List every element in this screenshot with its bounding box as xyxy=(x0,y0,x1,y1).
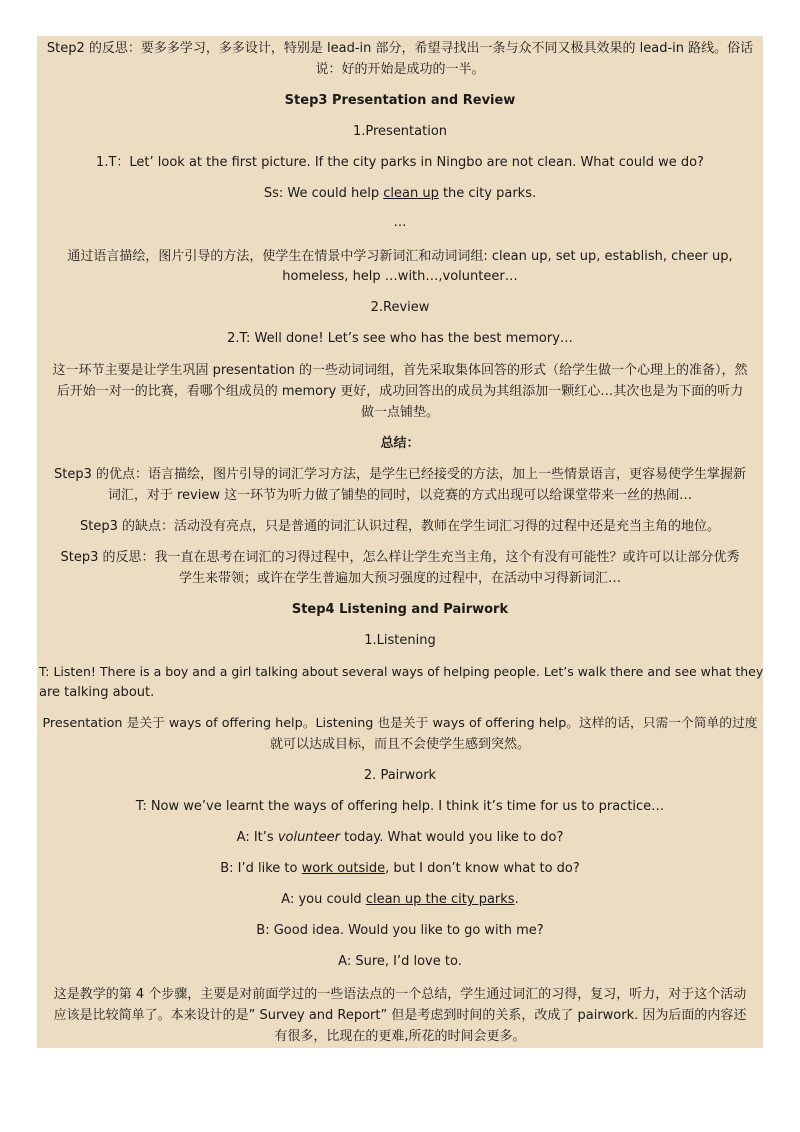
review-subheading: 2.Review xyxy=(370,300,430,315)
step4-desc-line1: 这是教学的第 4 个步骤，主要是对前面学过的一些语法点的一个总结，学生通过词汇的习得，复习，听力，对于这个活动 xyxy=(53,987,747,1002)
dialogue-b2: B: Good idea. Would you like to go with me? xyxy=(256,923,544,938)
students-answer-line: Ss: We could help clean up the city parks. xyxy=(263,186,537,201)
step2-reflection-line2: 说：好的开始是成功的一半。 xyxy=(315,62,485,77)
step3-strengths-line2: 词汇，对于 review 这一环节为听力做了铺垫的同时，以竞赛的方式出现可以给课堂带来一丝的热闹… xyxy=(107,488,693,503)
step3-reflection-line2: 学生来带领；或许在学生普遍加大预习强度的过程中，在活动中习得新词汇… xyxy=(178,571,621,586)
step3-strengths-line1: Step3 的优点：语言描绘，图片引导的词汇学习方法，是学生已经接受的方法，加上一些情景语言，更容易使学生掌握新 xyxy=(53,467,746,482)
step4-heading: Step4 Listening and Pairwork xyxy=(291,602,509,617)
review-desc-line3: 做一点铺垫。 xyxy=(360,405,439,420)
step2-reflection-line1: Step2 的反思：要多多学习，多多设计，特别是 lead-in 部分，希望寻找出一条与众不同又极具效果的 lead-in 路线。俗话 xyxy=(46,41,754,56)
review-desc-line1: 这一环节主要是让学生巩固 presentation 的一些动词词组，首先采取集体回答的形式（给学生做一个心理上的准备），然 xyxy=(52,363,748,378)
step4-desc-line2: 应该是比较简单了。本来设计的是” Survey and Report” 但是考虑到时间的关系，改成了 pairwork. 因为后面的内容还 xyxy=(53,1008,747,1023)
listening-teacher-line2: are talking about. xyxy=(39,685,155,700)
review-teacher-line: 2.T: Well done! Let’s see who has the best memory… xyxy=(227,331,573,346)
review-desc-line2: 后开始一对一的比赛，看哪个组成员的 memory 更好，成功回答出的成员为其组添加一颗红心…其次也是为下面的听力 xyxy=(56,384,744,399)
step3-reflection-line1: Step3 的反思：我一直在思考在词汇的习得过程中，怎么样让学生充当主角，这个有没有可能性？或许可以让部分优秀 xyxy=(60,550,740,565)
teacher-question-line: 1.T：Let’ look at the first picture. If the city parks in Ningbo are not clean. What could we do? xyxy=(96,155,704,170)
pairwork-teacher-line: T: Now we’ve learnt the ways of offering help. I think it’s time for us to practice… xyxy=(135,799,665,814)
dialogue-b1: B: I’d like to work outside, but I don’t know what to do? xyxy=(220,861,580,876)
listening-subheading: 1.Listening xyxy=(364,633,436,648)
listening-teacher-line1: T: Listen! There is a boy and a girl talking about several ways of helping people. Let’s walk there and see what they xyxy=(39,664,764,679)
ellipsis-line: … xyxy=(393,215,407,230)
step3-weakness-line: Step3 的缺点：活动没有亮点，只是普通的词汇认识过程，教师在学生词汇习得的过程中还是充当主角的地位。 xyxy=(79,519,720,534)
dialogue-a1: A: It’s volunteer today. What would you like to do? xyxy=(236,830,564,845)
presentation-method-line2: homeless, help …with…,volunteer… xyxy=(282,269,518,284)
summary-heading: 总结： xyxy=(380,436,420,451)
pairwork-subheading: 2. Pairwork xyxy=(363,768,437,783)
dialogue-a3: A: Sure, I’d love to. xyxy=(338,954,462,969)
document-page xyxy=(37,36,763,1048)
step3-heading: Step3 Presentation and Review xyxy=(284,93,516,108)
presentation-method-line1: 通过语言描绘，图片引导的方法，使学生在情景中学习新词汇和动词词组: clean up, set up, establish, cheer up, xyxy=(67,249,733,264)
listening-desc-line1: Presentation 是关于 ways of offering help。Listening 也是关于 ways of offering help。这样的话，只需一个简单的过度 xyxy=(42,716,758,731)
presentation-subheading: 1.Presentation xyxy=(352,124,448,139)
step4-desc-line3: 有很多，比现在的更难,所花的时间会更多。 xyxy=(274,1029,526,1044)
listening-desc-line2: 就可以达成目标，而且不会使学生感到突然。 xyxy=(269,737,530,752)
dialogue-a2: A: you could clean up the city parks. xyxy=(281,892,519,907)
